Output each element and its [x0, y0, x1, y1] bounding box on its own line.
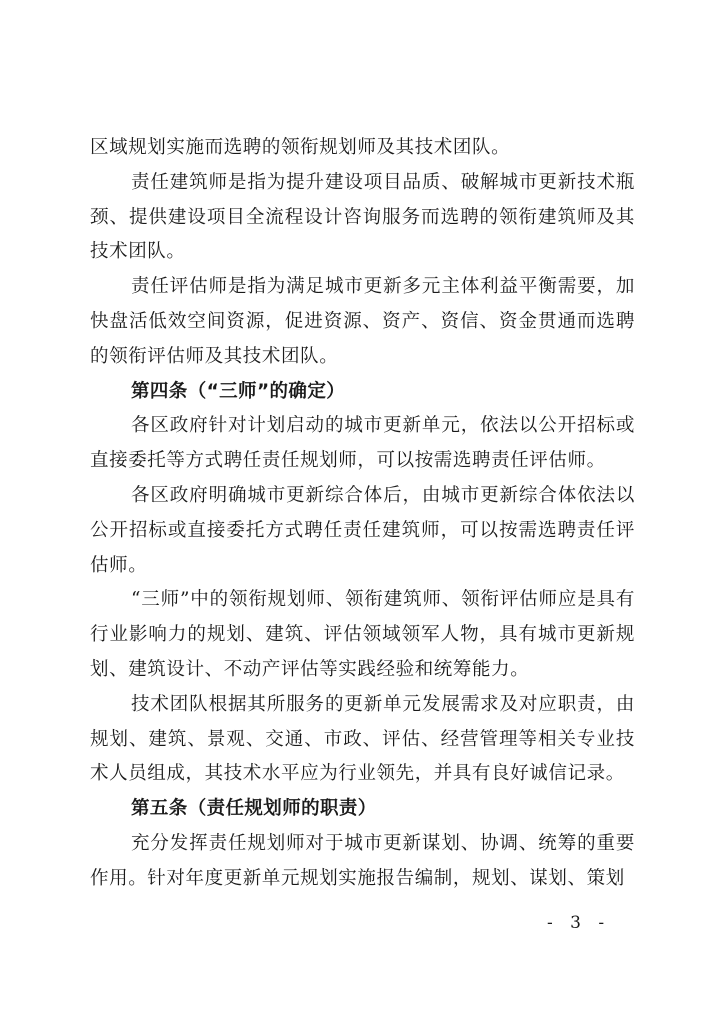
paragraph-planner-duties: 充分发挥责任规划师对于城市更新谋划、协调、统筹的重要作用。针对年度更新单元规划实施报告编制，规划、谋划、策划 [90, 832, 635, 889]
page-number: - 3 - [547, 913, 611, 933]
paragraph-three-masters: “三师”中的领衔规划师、领衔建筑师、领衔评估师应是具有行业影响力的规划、建筑、评估领域领军人物，具有城市更新规划、建筑设计、不动产评估等实践经验和统筹能力。 [90, 589, 635, 680]
article-4-heading: 第四条（“三师”的确定） [131, 380, 346, 402]
document-body [90, 131, 635, 897]
paragraph-district-government-architect: 各区政府明确城市更新综合体后，由城市更新综合体依法以公开招标或直接委托方式聘任责任建筑师，可以按需选聘责任评估师。 [90, 484, 635, 576]
paragraph-technical-team: 技术团队根据其所服务的更新单元发展需求及对应职责，由规划、建筑、景观、交通、市政、评估、经营管理等相关专业技术人员组成，其技术水平应为行业领先，并具有良好诚信记录。 [90, 693, 635, 785]
paragraph-responsible-appraiser: 责任评估师是指为满足城市更新多元主体利益平衡需要，加快盘活低效空间资源，促进资源、资产、资信、资金贯通而选聘的领衔评估师及其技术团队。 [90, 276, 635, 367]
article-5-heading: 第五条（责任规划师的职责） [131, 798, 377, 820]
paragraph-district-government-planner: 各区政府针对计划启动的城市更新单元，依法以公开招标或直接委托等方式聘任责任规划师，可以按需选聘责任评估师。 [90, 415, 635, 472]
paragraph-responsible-architect: 责任建筑师是指为提升建设项目品质、破解城市更新技术瓶颈、提供建设项目全流程设计咨询服务而选聘的领衔建筑师及其技术团队。 [90, 171, 635, 263]
paragraph-1: 区域规划实施而选聘的领衔规划师及其技术团队。 [90, 137, 511, 158]
